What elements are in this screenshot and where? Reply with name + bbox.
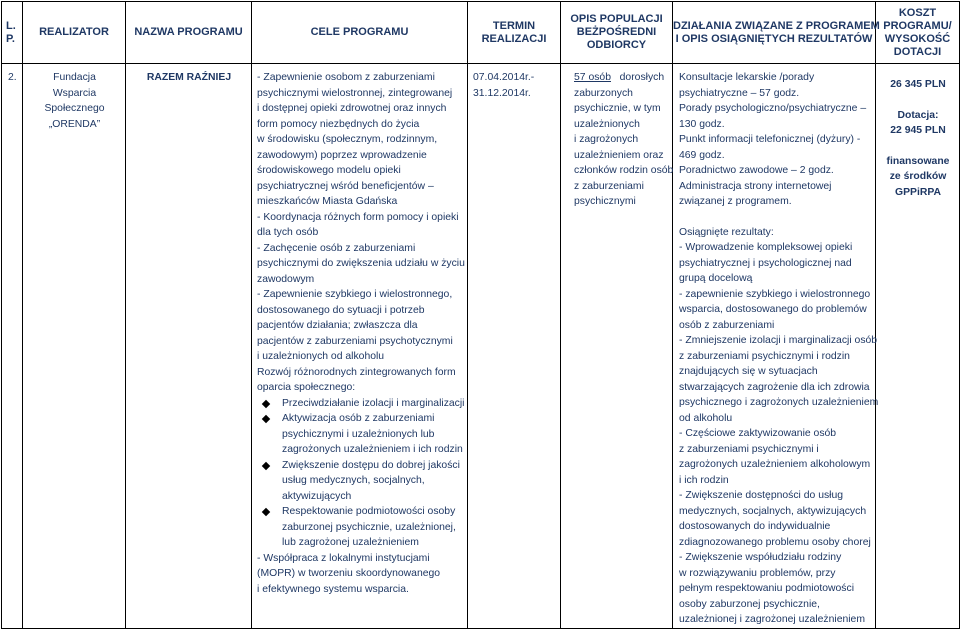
dzialania-line: psychiatryczne – 57 godz. <box>679 87 800 99</box>
rezultaty-line: w rozwiązywaniu problemów, przy <box>679 567 836 579</box>
cell-termin <box>468 64 561 629</box>
rezultaty-line: osób z zaburzeniami <box>679 319 775 331</box>
rezultaty-line: pełnym respektowaniu podmiotowości <box>679 583 854 594</box>
cele-line: i dostępnej opieki zdrowotnej oraz innych <box>257 103 447 114</box>
header-cele: CELE PROGRAMU <box>252 2 468 64</box>
row-lp: 2. <box>8 72 17 83</box>
rezultaty-line: - Wprowadzenie kompleksowej opieki <box>679 242 853 253</box>
rezultaty-lines <box>679 240 879 628</box>
cele-line: dla tych osób <box>257 227 319 238</box>
rezultaty-line: psychiatrycznej i psychologicznej nad <box>679 257 852 269</box>
populacja-first-rest: dorosłych <box>610 72 665 83</box>
rezultaty-line: wsparcia, dostosowanego do problemów <box>679 304 867 315</box>
rezultaty-line: - Zwiększenie współudziału rodziny <box>679 552 842 563</box>
realizator-line: Wsparcia <box>52 87 97 99</box>
cele-bullet-line: lub zagrożonej uzależnieniem <box>282 537 419 548</box>
header-termin-line: TERMIN <box>492 19 536 32</box>
realizator-block <box>23 64 125 132</box>
header-opis-populacji <box>561 2 673 64</box>
cele-tail <box>257 551 463 598</box>
cele-line: i uzależnionych od alkoholu <box>257 351 385 362</box>
cele-lines <box>257 70 463 396</box>
cele-tail-line: (MOPR) w tworzeniu skoordynowanego <box>257 568 441 579</box>
header-termin <box>468 2 561 64</box>
cele-bullet-item <box>257 458 463 505</box>
rezultaty-line: grupą docelową <box>679 273 753 284</box>
cele-line: zawodowym <box>257 273 315 285</box>
rezultaty-line: stwarzających zagrożenie dla ich zdrowia <box>679 381 870 393</box>
program-row <box>2 64 960 629</box>
populacja-line: i zagrożonych <box>574 134 639 145</box>
cele-bullet-line: psychicznymi i uzależnionych lub <box>282 428 435 440</box>
rezultaty-line: - Zmniejszenie izolacji i marginalizacji osób <box>679 335 878 346</box>
rezultaty-line: - zapewnienie szybkiego i wielostronnego <box>679 288 871 300</box>
cele-bullet-item <box>257 504 463 551</box>
cele-block <box>252 64 467 597</box>
cele-tail-line: - Współpraca z lokalnymi instytucjami <box>257 552 430 564</box>
header-lp-line: L. <box>6 19 16 32</box>
header-koszt-line: DOTACJI <box>893 45 942 58</box>
realizator-line: Społecznego <box>44 103 105 114</box>
rezultaty-title: Osiągnięte rezultaty: <box>679 226 774 238</box>
cele-bullet-line: aktywizujących <box>282 490 352 502</box>
cele-line: środowiskowego modelu opieki <box>257 165 401 176</box>
rezultaty-line: medycznych, socjalnych, aktywizujących <box>679 505 867 517</box>
header-row <box>2 2 960 64</box>
cele-bullet-line: Aktywizacja osób z zaburzeniami <box>282 413 435 424</box>
populacja-lines <box>574 86 674 210</box>
cele-line: pacjentów z zaburzeniami psychotycznymi <box>257 335 453 347</box>
termin-start: 07.04.2014r.- <box>473 72 535 83</box>
cell-lp <box>2 64 23 629</box>
populacja-line: psychicznie, w tym <box>574 103 661 114</box>
koszt-block <box>876 64 959 200</box>
cele-line: psychiatrycznej wśród beneficjentów – <box>257 180 434 192</box>
cell-dzialania <box>673 64 879 629</box>
rezultaty-line: od alkoholu <box>679 412 733 424</box>
dzialania-line: 130 godz. <box>679 118 725 130</box>
header-lp-line: P. <box>6 32 15 45</box>
cele-line: psychicznymi wielostronnej, zintegrowanej <box>257 87 453 99</box>
cele-line: pacjentów działania; zwłaszcza dla <box>257 320 418 331</box>
cele-line: dostosowanego do sytuacji i potrzeb <box>257 304 425 316</box>
cele-bullet-item <box>257 411 463 458</box>
cele-tail-line: i efektywnego systemu wsparcia. <box>257 583 409 595</box>
header-koszt-line: PROGRAMU/ <box>883 19 952 32</box>
populacja-line: z zaburzeniami <box>574 180 644 192</box>
header-dzialania-line: I OPIS OSIĄGNIĘTYCH REZULTATÓW <box>675 32 873 45</box>
rezultaty-line: z zaburzeniami psychicznymi i <box>679 443 819 455</box>
dzialania-line: Porady psychologiczno/psychiatryczne – <box>679 103 867 114</box>
populacja-line: członków rodzin osób <box>574 165 674 176</box>
header-dzialania <box>673 2 880 64</box>
cele-bullet-line: Przeciwdziałanie izolacji i marginalizacji <box>282 397 465 409</box>
dzialania-line: związanej z programem. <box>679 196 792 207</box>
termin-end: 31.12.2014r. <box>473 87 531 99</box>
program-table <box>1 1 960 629</box>
cele-bullet-list <box>257 396 463 551</box>
cele-bullet-line: zagrożonych uzależnieniem i ich rodzin <box>282 444 463 455</box>
realizator-line: Fundacja <box>53 72 96 83</box>
program-name: RAZEM RAŹNIEJ <box>146 72 232 83</box>
rezultaty-line: zagrożonych uzależnieniem alkoholowym <box>679 459 871 470</box>
rezultaty-line: psychicznego i zagrożonych uzależnieniem <box>679 397 879 408</box>
rezultaty-line: i ich rodzin <box>679 474 729 486</box>
header-nazwa: NAZWA PROGRAMU <box>126 2 252 64</box>
cele-line: form pomocy niezbędnych do życia <box>257 118 420 130</box>
rezultaty-line: osoby zaburzonej psychicznie, <box>679 598 820 610</box>
dzialania-lines <box>679 70 871 210</box>
populacja-line: zaburzonych <box>574 87 633 99</box>
cele-line: mieszkańców Miasta Gdańska <box>257 196 398 207</box>
rezultaty-line: - Częściowe zaktywizowanie osób <box>679 428 837 439</box>
dzialania-line: Administracja strony internetowej <box>679 180 832 192</box>
termin-block <box>468 64 560 101</box>
rezultaty-line: - Zwiększenie dostępności do usług <box>679 490 844 501</box>
cele-line: zawodowym) poprzez wprowadzenie <box>257 149 427 161</box>
koszt-source-line: finansowane <box>886 155 950 167</box>
dzialania-line: Poradnictwo zawodowe – 2 godz. <box>679 165 834 176</box>
dzialania-line: Konsultacje lekarskie /porady <box>679 72 815 83</box>
realizator-line: „ORENDA” <box>48 118 101 130</box>
koszt-dotacja-label: Dotacja: <box>897 109 939 121</box>
header-termin-line: REALIZACJI <box>481 32 547 45</box>
populacja-count: 57 osób <box>574 72 611 83</box>
cele-bullet-item <box>257 396 463 412</box>
rezultaty-line: zdiagnozowanego problemu osoby chorej <box>679 536 871 548</box>
cell-nazwa <box>126 64 252 629</box>
header-opis-line: ODBIORCY <box>586 39 647 51</box>
dzialania-line: Punkt informacji telefonicznej (dyżury) - <box>679 134 861 145</box>
dzialania-line: 469 godz. <box>679 149 725 161</box>
header-koszt <box>876 2 960 64</box>
populacja-line: psychicznymi <box>574 196 636 207</box>
cele-line: Rozwój różnorodnych zintegrowanych form <box>257 366 456 378</box>
cele-line: - Zapewnienie osobom z zaburzeniami <box>257 72 435 83</box>
cele-line: psychicznymi do zwiększenia udziału w życiu <box>257 258 465 269</box>
koszt-source-line: ze środków <box>889 171 947 182</box>
cell-realizator <box>23 64 126 629</box>
cele-bullet-line: usług medycznych, socjalnych, <box>282 475 425 486</box>
cell-populacja <box>561 64 673 629</box>
cele-line: oparcia społecznego: <box>257 382 356 393</box>
header-lp <box>2 2 23 64</box>
cell-koszt <box>876 64 960 629</box>
koszt-source-line: GPPiRPA <box>895 186 941 198</box>
rezultaty-line: z zaburzeniami psychicznymi i rodzin <box>679 350 850 362</box>
koszt-dotacja-amount: 22 945 PLN <box>890 125 946 136</box>
header-dzialania-line: DZIAŁANIA ZWIĄZANE Z PROGRAMEM <box>673 19 880 32</box>
header-opis-line: OPIS POPULACJI <box>570 13 663 25</box>
header-koszt-line: KOSZT <box>898 6 937 19</box>
header-koszt-line: WYSOKOŚĆ <box>884 32 951 45</box>
cele-line: - Zapewnienie szybkiego i wielostronnego, <box>257 289 453 300</box>
rezultaty-line: dostosowanych do indywidualnie <box>679 521 831 532</box>
cele-line: - Zachęcenie osób z zaburzeniami <box>257 242 416 254</box>
header-opis-line: BEŻPOŚREDNI <box>576 26 657 38</box>
rezultaty-line: znajdujących się w sytuacjach <box>679 366 818 377</box>
populacja-line: uzależnionych <box>574 118 640 130</box>
rezultaty-line: uzależnionej i zagrożonej uzależnieniem <box>679 614 865 625</box>
header-realizator: REALIZATOR <box>23 2 126 64</box>
cell-cele <box>252 64 468 629</box>
cele-bullet-line: Respektowanie podmiotowości osoby <box>282 506 456 517</box>
koszt-amount: 26 345 PLN <box>890 79 946 90</box>
cele-line: w środowisku (społecznym, rodzinnym, <box>257 134 438 145</box>
cele-bullet-line: Zwiększenie dostępu do dobrej jakości <box>282 459 460 471</box>
populacja-first-line <box>574 70 668 86</box>
dzialania-block <box>673 64 879 628</box>
populacja-line: uzależnieniem oraz <box>574 149 664 161</box>
cele-line: - Koordynacja różnych form pomocy i opieki <box>257 211 459 223</box>
populacja-block <box>561 64 672 210</box>
cele-bullet-line: zaburzonej psychicznie, uzależnionej, <box>282 521 456 533</box>
